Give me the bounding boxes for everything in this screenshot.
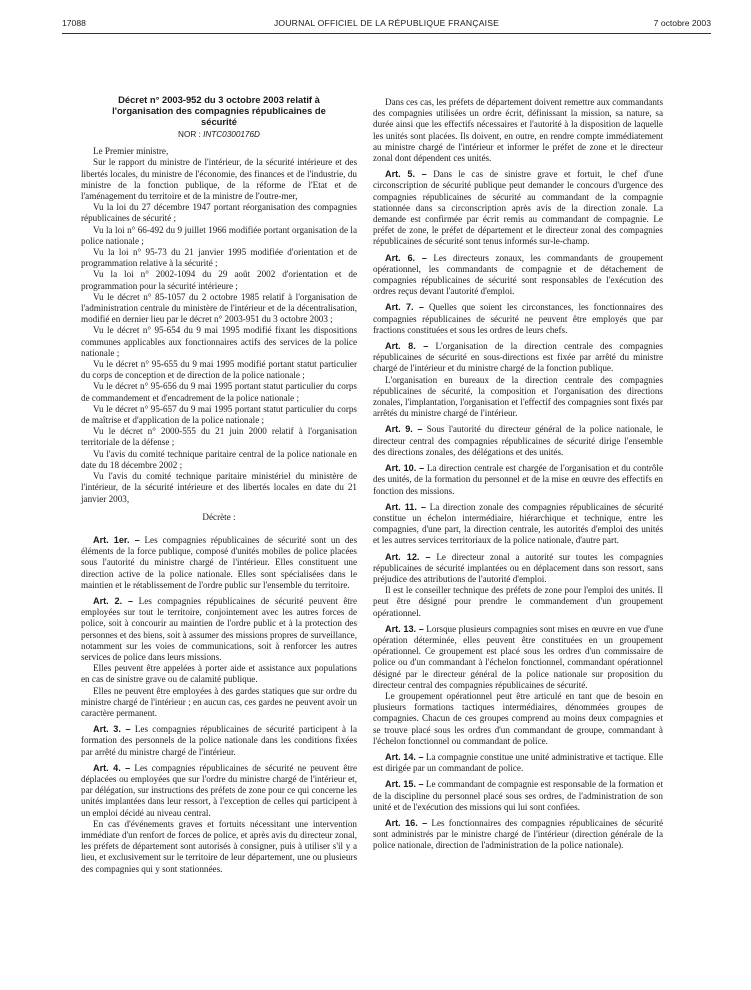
- article: [373, 169, 663, 247]
- article: [81, 596, 357, 719]
- article-label: Art. 11. –: [385, 501, 426, 512]
- article-paragraph: [373, 502, 663, 547]
- nor-code: INTC0300176D: [203, 130, 260, 139]
- article-label: Art. 1er. –: [93, 534, 140, 545]
- article-paragraph: [373, 253, 663, 298]
- article: [81, 535, 357, 591]
- article-text: La compagnie constitue une unité administrative et tactique. Elle est dirigée par un commandant de police.: [373, 751, 664, 774]
- page-header: [62, 18, 711, 34]
- article-text: L'organisation de la direction centrale des compagnies républicaines de sécurité en sous-directions est fixée par arrêté du ministre chargé de l'intérieur et du ministre chargé de la fonction publique.: [373, 341, 663, 374]
- article: [373, 552, 663, 619]
- article-subparagraph: Le groupement opérationnel peut être articulé en tant que de besoin en plusieurs formations tactiques intermédiaires, dénommées groupes de compagnies. Chacun de ces groupes comprend au moins deux compagnies et se trouve placé sous les ordres d'un commandant de groupe, commandant à l'échelon fonctionnel ou commandant de police.: [373, 690, 663, 746]
- article-paragraph: [373, 818, 663, 852]
- article-label: Art. 9. –: [385, 424, 423, 435]
- article-text: Quelles que soient les circonstances, les fonctionnaires des compagnies républicaines de sécurité ne peuvent être employés que par fractions constituées et sous les ordres de leurs chefs.: [373, 302, 663, 335]
- issue-date: 7 octobre 2003: [653, 18, 711, 28]
- intro: Le Premier ministre,: [93, 146, 169, 157]
- article-text: Les directeurs zonaux, les commandants de groupement opérationnel, les commandants de compagnie et de détachement de compagnies républicaines de sécurité sont responsables de l'exécution des ordres reçus devant l'autorité d'emploi.: [373, 252, 663, 297]
- article-paragraph: [373, 779, 663, 813]
- article-label: Art. 12. –: [385, 551, 431, 562]
- visa-paragraph: Vu l'avis du comité technique paritaire ministériel du ministère de l'intérieur, de la sécurité intérieure et des libertés locales en date du 21 janvier 2003,: [81, 471, 357, 504]
- visa-paragraph: Vu le décret n° 95-656 du 9 mai 1995 portant statut particulier du corps de commandement et d'encadrement de la police nationale ;: [81, 381, 357, 403]
- article-text: La direction centrale est chargée de l'organisation et du contrôle des unités, de la formation du personnel et de la mise en œuvre des effectifs en fonction des missions.: [373, 463, 664, 496]
- header-rule: [62, 33, 711, 34]
- visa-paragraph: Vu la loi n° 66-492 du 9 juillet 1966 modifiée portant organisation de la police nationale ;: [81, 224, 357, 246]
- visa-paragraph: Vu le décret n° 2000-555 du 21 juin 2000 relatif à l'organisation territoriale de la défense ;: [81, 426, 357, 448]
- article-label: Art. 10. –: [385, 463, 425, 474]
- article-paragraph: [373, 463, 663, 497]
- article-paragraph: [373, 424, 663, 458]
- nor-label: NOR :: [178, 130, 201, 139]
- article-text: Les compagnies républicaines de sécurité peuvent être employées sur tout le territoire, conjointement avec les autres forces de police, soit à concourir au maintien de l'ordre public et à la protection des personnes et des biens, soit à assumer des missions propres de surveillance, notamment sur les voies de communications, soit à renforcer les autres services de police dans leurs missions.: [81, 595, 357, 662]
- article-label: Art. 5. –: [385, 169, 427, 180]
- article: [81, 763, 357, 875]
- article-paragraph: [373, 552, 663, 586]
- article-paragraph: [373, 624, 663, 691]
- article: [81, 724, 357, 758]
- article-label: Art. 7. –: [385, 302, 424, 313]
- article-text: Sous l'autorité du directeur général de la police nationale, le directeur central des compagnies républicaines de sécurité dirige l'ensemble des directions zonales, des délégations et des unités.: [373, 424, 663, 457]
- article: [373, 752, 663, 774]
- article-paragraph: [373, 302, 663, 336]
- visa-paragraph: Vu la loi du 27 décembre 1947 portant réorganisation des compagnies républicaines de sécurité ;: [81, 202, 357, 224]
- article: [373, 341, 663, 419]
- continuation-paragraph: Dans ces cas, les préfets de département doivent remettre aux commandants des compagnies utilisées un ordre écrit, définissant la mission, sa nature, sa durée ainsi que les effectifs nécessaires et l'autorité à la disposition de laquelle les unités sont placées. Ils doivent, en outre, en rendre compte immédiatement au ministre chargé de l'intérieur et informer le préfet de zone et le directeur zonal dont dépendent ces unités.: [373, 97, 663, 164]
- article: [373, 463, 663, 497]
- article-label: Art. 15. –: [385, 779, 424, 790]
- nor-reference: [81, 129, 357, 140]
- visa-paragraph: Vu le décret n° 95-657 du 9 mai 1995 portant statut particulier du corps de maîtrise et d'application de la police nationale ;: [81, 403, 357, 426]
- visa-paragraph: Vu la loi n° 2002-1094 du 29 août 2002 d'orientation et de programmation pour la sécurité intérieure ;: [81, 269, 357, 291]
- article-label: Art. 13. –: [385, 623, 424, 634]
- visa-paragraph: Vu l'avis du comité technique paritaire central de la police nationale en date du 18 décembre 2002 ;: [81, 448, 357, 470]
- visa-paragraph: Vu le décret n° 95-654 du 9 mai 1995 modifié fixant les dispositions communes applicables aux fonctionnaires actifs des services de la police nationale ;: [81, 325, 357, 358]
- page-number: 17088: [62, 18, 86, 28]
- visas-list: [81, 157, 357, 504]
- visa-paragraph: Vu le décret n° 85-1057 du 2 octobre 1985 relatif à l'organisation de l'administration centrale du ministère de l'intérieur et de la décentralisation, modifié en dernier lieu par le décret n° 2003-951 du 3 octobre 2003 ;: [81, 291, 357, 325]
- article-label: Art. 16. –: [385, 817, 428, 828]
- article-paragraph: [81, 596, 357, 663]
- article-subparagraph: L'organisation en bureaux de la direction centrale des compagnies républicaines de sécurité, la composition et l'organisation des directions zonales, l'implantation, l'organisation et l'effectif des compagnies sont fixés par arrêtés du ministre chargé de l'intérieur.: [373, 374, 663, 419]
- right-articles: [373, 169, 663, 851]
- article-text: Le commandant de compagnie est responsable de la formation et de la discipline du personnel placé sous ses ordres, de l'administration de son unité et de l'exécution des missions qui lui sont confiées.: [373, 779, 664, 812]
- article: [373, 253, 663, 298]
- article: [373, 779, 663, 813]
- article-paragraph: [81, 535, 357, 591]
- article-text: Dans le cas de sinistre grave et fortuit, le chef d'une circonscription de sécurité publique peut demander le concours d'urgence des compagnies républicaines de sécurité au commandant de la compagnie stationnée dans sa circonscription après avis de la direction zonale. La demande est confirmée par écrit remis au commandant de compagnie. Le préfet de zone, le préfet de département et le directeur zonal des compagnies républicaines de sécurité sont tenus informés sur-le-champ.: [373, 169, 664, 247]
- visa-paragraph: Sur le rapport du ministre de l'intérieur, de la sécurité intérieure et des libertés locales, du ministre de l'économie, des finances et de l'industrie, du ministre de la fonction publique, de la réforme de l'Etat et de l'aménagement du territoire et de la ministre de l'outre-mer,: [81, 157, 357, 202]
- article-paragraph: [373, 169, 663, 247]
- article-label: Art. 14. –: [385, 751, 424, 762]
- article-label: Art. 6. –: [385, 252, 427, 263]
- article: [373, 818, 663, 852]
- article-paragraph: [81, 763, 357, 819]
- article-paragraph: [81, 724, 357, 758]
- article-subparagraph: Elles peuvent être appelées à porter aide et assistance aux populations en cas de sinistre grave ou de calamité publique.: [81, 663, 357, 685]
- article: [373, 424, 663, 458]
- article-text: Les compagnies républicaines de sécurité participent à la formation des personnels de la police nationale dans les conditions fixées par arrêté du ministre chargé de l'intérieur.: [81, 724, 357, 757]
- article-text: La direction zonale des compagnies républicaines de sécurité constitue un échelon intermédiaire, hiérarchique et technique, entre les compagnies, d'une part, la direction centrale, les autorités d'emploi des unités et les autres services territoriaux de la police nationale, d'autre part.: [373, 501, 664, 546]
- article-text: Les fonctionnaires des compagnies républicaines de sécurité sont administrés par le ministre chargé de l'intérieur (direction générale de la police nationale, direction de l'administration de la police nationale).: [373, 817, 663, 851]
- article-subparagraph: Elles ne peuvent être employées à des gardes statiques que sur ordre du ministre chargé de l'intérieur ; en aucun cas, ces gardes ne peuvent avoir un caractère permanent.: [81, 685, 357, 718]
- article-text: Les compagnies républicaines de sécurité ne peuvent être déplacées ou employées que sur l'ordre du ministre chargé de l'intérieur et, par délégation, sur instructions des préfets de zone pour ce qui concerne les unités implantées dans leur ressort, à l'exception de celles qui participent à un emploi décidé au niveau central.: [81, 762, 357, 818]
- article-label: Art. 3. –: [93, 724, 131, 735]
- decrete: Décrète :: [202, 511, 236, 522]
- article-label: Art. 8. –: [385, 341, 429, 352]
- article-subparagraph: Il est le conseiller technique des préfets de zone pour l'emploi des unités. Il peut être désigné pour prendre le commandement d'un groupement opérationnel.: [373, 585, 663, 618]
- article-label: Art. 2. –: [93, 595, 134, 606]
- article-paragraph: [373, 752, 663, 774]
- visa-paragraph: Vu le décret n° 95-655 du 9 mai 1995 modifié portant statut particulier du corps de conception et de direction de la police nationale ;: [81, 359, 357, 381]
- journal-title: JOURNAL OFFICIEL DE LA RÉPUBLIQUE FRANÇAISE: [273, 18, 500, 28]
- article-subparagraph: En cas d'événements graves et fortuits nécessitant une intervention immédiate d'un renfort de forces de police, et après avis du directeur zonal, les préfets de département sont autorisés à consigner, puis à utiliser s'il y a lieu, et exclusivement sur le territoire de leur département, une ou plusieurs des compagnies qui y sont stationnées.: [81, 818, 357, 874]
- article: [373, 624, 663, 747]
- article-paragraph: [373, 341, 663, 375]
- article-label: Art. 4. –: [93, 762, 131, 773]
- article-text: Lorsque plusieurs compagnies sont mises en œuvre en vue d'une opération déterminée, elles peuvent être constituées en un groupement opérationnel. Ce groupement est placé sous les ordres d'un commissaire de police ou d'un commandant à l'échelon fonctionnel, commandant opérationnel désigné par le directeur général de la police nationale sur proposition du directeur central des compagnies républicaines de sécurité.: [373, 623, 664, 690]
- article: [373, 302, 663, 336]
- left-column: [81, 94, 357, 875]
- left-articles: [81, 535, 357, 875]
- visa-paragraph: Vu la loi n° 95-73 du 21 janvier 1995 modifiée d'orientation et de programmation relative à la sécurité ;: [81, 247, 357, 269]
- article: [373, 502, 663, 547]
- right-column: [373, 97, 663, 852]
- article-text: Le directeur zonal a autorité sur toutes les compagnies républicaines de sécurité implantées ou en déplacement dans son ressort, sans préjudice des attributions de l'autorité d'emploi.: [373, 551, 664, 584]
- article-text: Les compagnies républicaines de sécurité sont un des éléments de la force publique, composé d'unités mobiles de police placées sous l'autorité du ministre chargé de l'intérieur. Elles constituent une direction active de la police nationale. Elles sont spécialisées dans le maintien et le rétablissement de l'ordre public sur l'ensemble du territoire.: [81, 534, 358, 590]
- decree-title: Décret n° 2003-952 du 3 octobre 2003 relatif à l'organisation des compagnies républicaines de sécurité: [112, 94, 326, 127]
